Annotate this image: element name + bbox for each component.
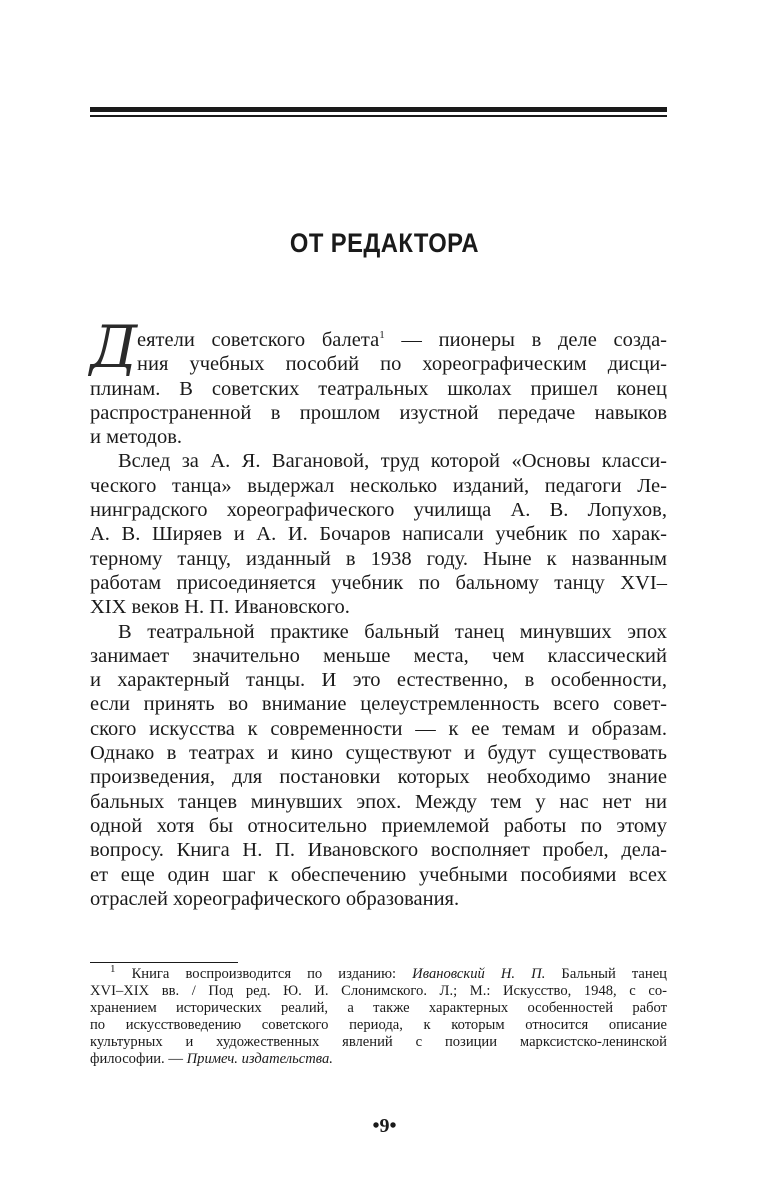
chapter-title: ОТ РЕДАКТОРА: [289, 228, 479, 258]
footnote-line: XVI–XIX вв. / Под ред. Ю. И. Слонимского. Л.; М.: Искусство, 1948, с со-: [90, 983, 667, 999]
footnote-line: по искусствоведению советского периода, к которым относится описание: [90, 1017, 667, 1033]
text-line: распространенной в прошлом изустной передаче навыков: [90, 401, 667, 424]
text-line: вопросу. Книга Н. П. Ивановского восполняет пробел, дела-: [90, 839, 667, 862]
footnote: [90, 963, 667, 1068]
footnote-line: философии. — Примеч. издательства.: [90, 1051, 333, 1067]
footnote-line: $^1$ Книга воспроизводится по изданию: Ивановский Н. П. Бальный танец: [110, 963, 667, 982]
page-number: •9•: [372, 1115, 397, 1137]
text-line: и характерный танцы. И это естественно, в особенности,: [90, 669, 667, 692]
text-line: если принять во внимание целеустремленность всего совет-: [90, 693, 667, 716]
text-line: ния учебных пособий по хореографическим дисци-: [137, 353, 667, 376]
header-rule-thick: [90, 107, 667, 112]
text-line: ческого танца» выдержал несколько изданий, педагоги Ле-: [90, 474, 667, 497]
text-line: занимает значительно меньше места, чем классический: [90, 644, 667, 667]
footnote-line: культурных и художественных явлений с позиции марксистско-ленинской: [90, 1034, 667, 1050]
text-line: отраслей хореографического образования.: [90, 887, 460, 910]
text-line: работам присоединяется учебник по бальному танцу XVI–: [90, 571, 667, 594]
text-line: одной хотя бы относительно приемлемой работы по этому: [90, 814, 667, 837]
text-line: плинам. В советских театральных школах пришел конец: [90, 377, 667, 400]
footnote-line: хранением исторических реалий, а также характерных особенностей работ: [90, 1000, 667, 1016]
text-line: терному танцу, изданный в 1938 году. Ныне к названным: [90, 547, 667, 570]
text-line: еятели советского балета$^1$ — пионеры в деле созда-: [137, 329, 667, 351]
body-text: [90, 328, 667, 911]
drop-cap: Д: [90, 313, 138, 381]
header-rule-thin: [90, 115, 667, 117]
text-line: Вслед за А. Я. Вагановой, труд которой «Основы класси-: [118, 450, 667, 473]
text-line: бальных танцев минувших эпох. Между тем у нас нет ни: [90, 790, 667, 813]
footnote-marker: 1: [110, 963, 116, 976]
text-line: произведения, для постановки которых необходимо знание: [90, 766, 667, 789]
text-line: ского искусства к современности — к ее темам и образам.: [90, 717, 667, 740]
text-line: В театральной практике бальный танец минувших эпох: [118, 620, 667, 643]
text-line: нинградского хореографического училища А. В. Лопухов,: [90, 499, 667, 522]
text-line: ет еще один шаг к обеспечению учебными пособиями всех: [90, 863, 667, 886]
footnote-ref: 1: [379, 329, 385, 342]
text-line: Однако в театрах и кино существуют и будут существовать: [90, 742, 667, 765]
text-line: А. В. Ширяев и А. И. Бочаров написали учебник по харак-: [90, 523, 667, 546]
text-line: и методов.: [90, 426, 182, 449]
text-line: XIX веков Н. П. Ивановского.: [90, 596, 350, 619]
